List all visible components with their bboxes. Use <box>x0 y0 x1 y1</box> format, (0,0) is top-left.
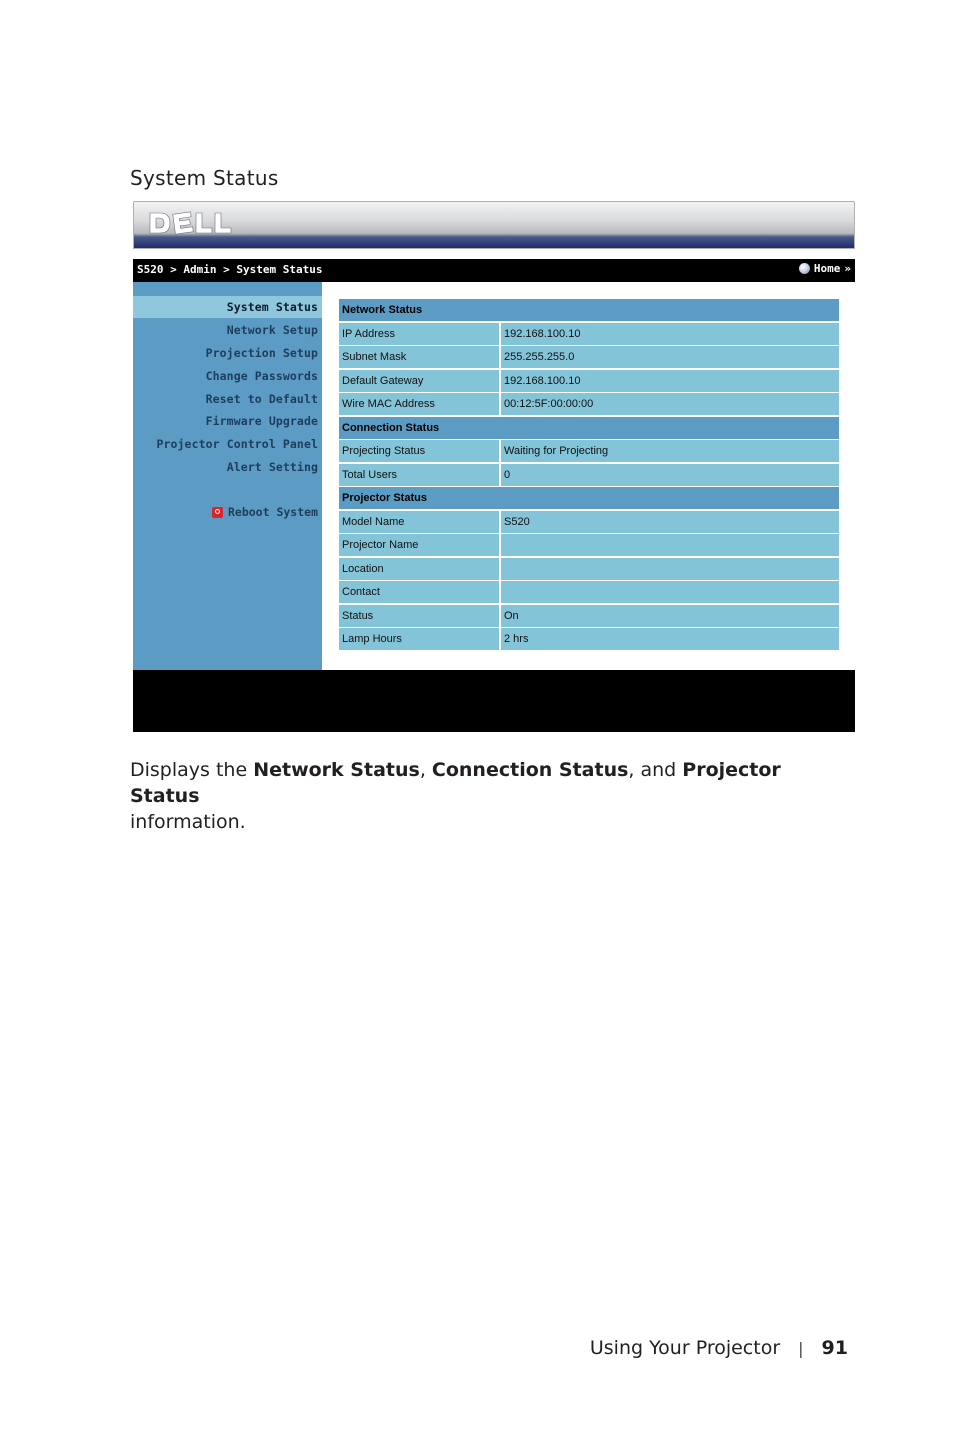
double-chevron-right-icon: » <box>844 262 851 275</box>
table-row <box>339 440 839 462</box>
row-value: 192.168.100.10 <box>501 370 839 392</box>
row-value <box>501 558 839 580</box>
table-row <box>339 628 839 650</box>
connection-status-heading: Connection Status <box>342 421 440 434</box>
row-value: 00:12:5F:00:00:00 <box>501 393 839 415</box>
status-table <box>339 299 839 652</box>
table-row <box>339 605 839 627</box>
reboot-system-label: Reboot System <box>227 505 318 519</box>
sidebar-item-firmware-upgrade[interactable]: Firmware Upgrade <box>205 414 318 428</box>
row-value: 255.255.255.0 <box>501 346 839 368</box>
power-icon <box>212 507 223 518</box>
home-link[interactable] <box>799 262 851 275</box>
table-row <box>339 558 839 580</box>
caption-connection-status: Connection Status <box>431 759 629 781</box>
sidebar-item-projector-control-panel[interactable]: Projector Control Panel <box>156 437 318 451</box>
row-value: On <box>501 605 839 627</box>
row-label: IP Address <box>339 323 499 345</box>
table-row <box>339 534 839 556</box>
caption-suffix: information. <box>130 811 246 833</box>
sidebar-item-projection-setup[interactable]: Projection Setup <box>205 346 318 360</box>
home-label: Home <box>813 262 841 275</box>
caption-prefix: Displays the <box>130 759 254 781</box>
reboot-system-button[interactable] <box>212 505 318 519</box>
caption-projector-status: Projector Status <box>130 759 781 807</box>
row-label: Total Users <box>339 464 499 486</box>
footer-separator: | <box>798 1338 804 1358</box>
caption-network-status: Network Status <box>253 759 420 781</box>
row-label: Projecting Status <box>339 440 499 462</box>
row-label: Wire MAC Address <box>339 393 499 415</box>
table-row <box>339 393 839 415</box>
dell-logo <box>148 210 240 236</box>
globe-icon <box>799 263 810 274</box>
row-value: 2 hrs <box>501 628 839 650</box>
row-label: Subnet Mask <box>339 346 499 368</box>
table-row <box>339 581 839 603</box>
breadcrumb-bar <box>133 259 855 282</box>
section-header-projector <box>339 487 839 509</box>
table-row <box>339 464 839 486</box>
row-label: Status <box>339 605 499 627</box>
row-value <box>501 534 839 556</box>
section-header-connection <box>339 417 839 439</box>
caption-and: , and <box>628 759 683 781</box>
web-ui-screenshot <box>132 201 855 732</box>
section-title: System Status <box>130 166 279 190</box>
sidebar-item-alert-setting[interactable]: Alert Setting <box>226 460 318 474</box>
sidebar <box>133 282 322 670</box>
chapter-title: Using Your Projector <box>589 1337 781 1359</box>
row-label: Contact <box>339 581 499 603</box>
row-label: Model Name <box>339 511 499 533</box>
row-value: S520 <box>501 511 839 533</box>
breadcrumb-device[interactable]: S520 <box>137 263 164 276</box>
network-status-heading: Network Status <box>342 304 423 316</box>
row-value: Waiting for Projecting <box>501 440 839 462</box>
breadcrumb-separator: > <box>223 263 230 276</box>
footer-bar <box>133 670 855 732</box>
breadcrumb <box>137 263 322 276</box>
page-footer <box>590 1337 848 1359</box>
row-value: 0 <box>501 464 839 486</box>
sidebar-item-change-passwords[interactable]: Change Passwords <box>205 369 318 383</box>
table-row <box>339 346 839 368</box>
section-header-network <box>339 299 839 321</box>
description-paragraph <box>130 757 830 835</box>
table-row <box>339 323 839 345</box>
sidebar-item-reset-to-default[interactable]: Reset to Default <box>205 392 318 406</box>
caption-comma: , <box>419 759 432 781</box>
row-label: Lamp Hours <box>339 628 499 650</box>
breadcrumb-separator: > <box>170 263 177 276</box>
row-label: Default Gateway <box>339 370 499 392</box>
header-banner <box>133 201 855 249</box>
sidebar-item-network-setup[interactable]: Network Setup <box>226 323 318 337</box>
row-label: Projector Name <box>339 534 499 556</box>
table-row <box>339 511 839 533</box>
breadcrumb-current: System Status <box>236 263 323 276</box>
row-value: 192.168.100.10 <box>501 323 839 345</box>
page-number: 91 <box>821 1337 848 1359</box>
table-row <box>339 370 839 392</box>
status-content <box>322 282 855 670</box>
sidebar-item-system-status[interactable]: System Status <box>226 300 318 314</box>
breadcrumb-admin[interactable]: Admin <box>183 263 217 276</box>
row-value <box>501 581 839 603</box>
projector-status-heading: Projector Status <box>342 492 427 504</box>
row-label: Location <box>339 558 499 580</box>
